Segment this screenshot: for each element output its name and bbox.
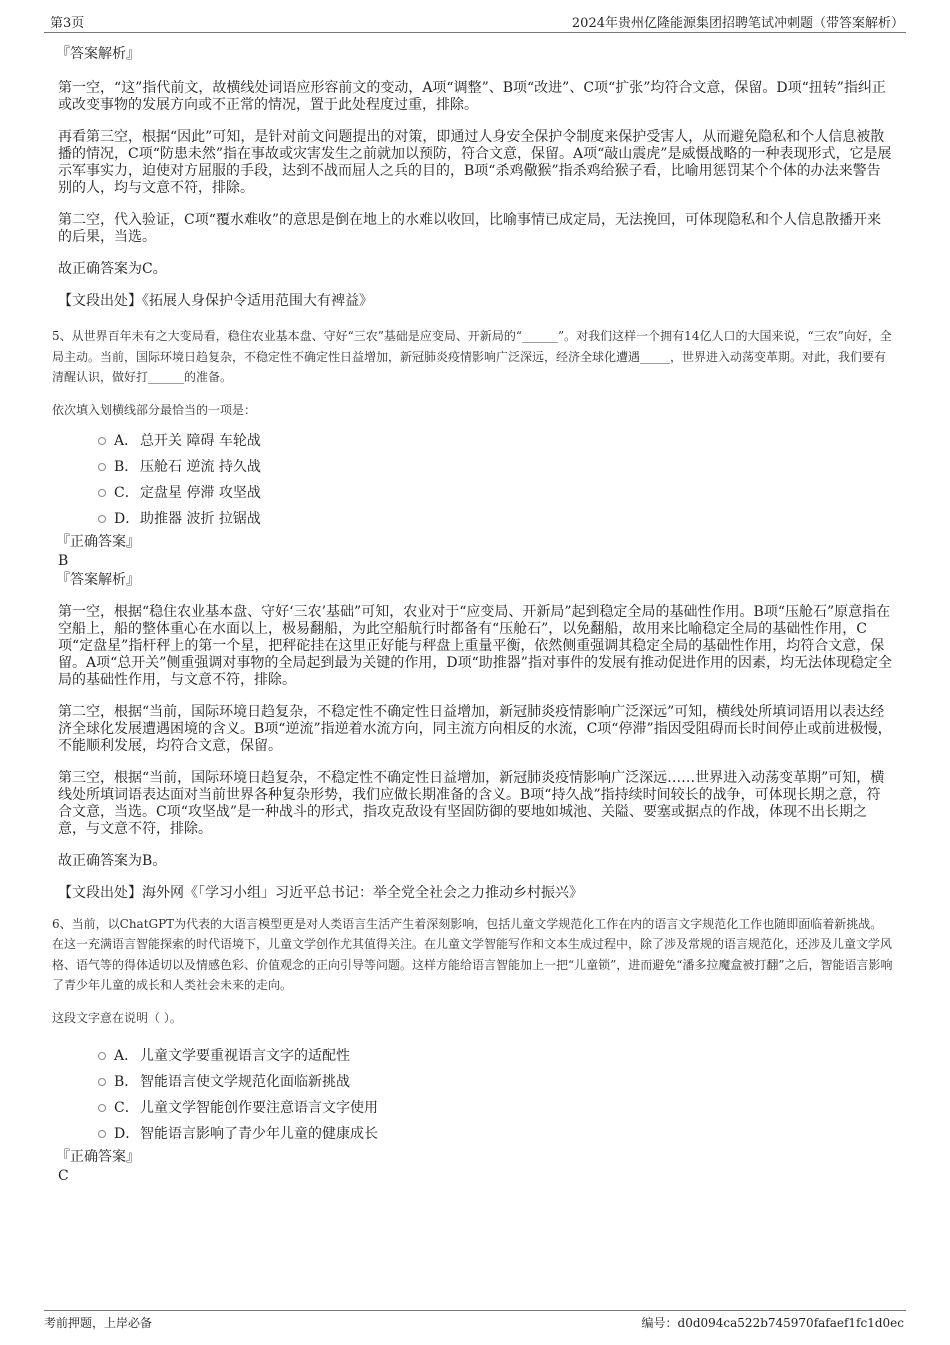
q6-option-d[interactable]	[58, 1121, 894, 1147]
q6-answer: C	[58, 1167, 69, 1184]
header-divider	[44, 32, 906, 33]
radio-icon[interactable]	[98, 463, 106, 471]
option-letter: C．	[114, 484, 139, 501]
option-letter: B．	[114, 1073, 139, 1090]
q5-text: 5、从世界百年未有之大变局看，稳住农业基本盘、守好“三农”基础是应变局、开新局的“______”。对我们这样一个拥有14亿人口的大国来说，“三农”向好，全局主动。当前，国际环境日趋复杂，不稳定性不确定性日益增加，新冠肺炎疫情影响广泛深远，经济全球化遭遇_____，世界进入动荡变革期。对此，我们要有清醒认识，做好打______的准备。	[52, 329, 892, 384]
q6-prompt: 这段文字意在说明（ ）。	[52, 1010, 182, 1025]
q6-text: 6、当前，以ChatGPT为代表的大语言模型更是对人类语言生活产生着深刻影响，包括儿童文学规范化工作在内的语言文字规范化工作也随即面临着新挑战。在这一充满语言智能探索的时代语境下，儿童文学创作尤其值得关注。在儿童文学智能写作和文本生成过程中，除了涉及常规的语言规范化，还涉及儿童文学风格、语气等的得体适切以及情感色彩、价值观念的正向引导等问题。这样方能给语言智能加上一把“儿童锁”，进而避免“潘多拉魔盒被打翻”之后，智能语言影响了青少年儿童的成长和人类社会未来的走向。	[52, 916, 893, 992]
q5-analysis-p1: 第一空，根据“稳住农业基本盘、守好‘三农’基础”可知，农业对于“应变局、开新局”起到稳定全局的基础性作用。B项“压舱石”原意指在空船上，船的整体重心在水面以上，极易翻船，为此空船航行时都备有“压舱石”，以免翻船，故用来比喻稳定全局的基础性作用，C项“定盘星”指杆秤上的第一个星，把秤砣挂在这里正好能与秤盘上重量平衡，依然侧重强调其稳定全局的基础性作用，均符合文意，保留。A项“总开关”侧重强调对事物的全局起到最为关键的作用，D项“助推器”指对事件的发展有推动促进作用的因素，均无法体现稳定全局的基础性作用，与文意不符，排除。	[58, 603, 892, 688]
q5-option-c[interactable]	[58, 480, 894, 506]
q5-analysis-p4: 故正确答案为B。	[58, 852, 167, 869]
q4-analysis-p1: 第一空，“这”指代前文，故横线处词语应形容前文的变动，A项“调整”、B项“改进”、C项“扩张”均符合文意，保留。D项“扭转”指纠正或改变事物的发展方向或不正常的情况，置于此处程度过重，排除。	[58, 80, 886, 113]
q4-analysis-p3: 第二空，代入验证，C项“覆水难收”的意思是倒在地上的水难以收回，比喻事情已成定局，无法挽回，可体现隐私和个人信息散播开来的后果，当选。	[58, 212, 882, 245]
radio-icon[interactable]	[98, 515, 106, 523]
q5-answer: B	[58, 552, 69, 569]
footer-slogan: 考前押题，上岸必备	[44, 1316, 153, 1330]
option-text: 儿童文学智能创作要注意语言文字使用	[140, 1099, 378, 1116]
option-letter: B．	[114, 458, 139, 475]
option-text: 智能语言影响了青少年儿童的健康成长	[140, 1125, 378, 1142]
radio-icon[interactable]	[98, 1104, 106, 1112]
page-header	[0, 0, 950, 34]
option-letter: A．	[114, 432, 139, 449]
radio-icon[interactable]	[98, 1052, 106, 1060]
radio-icon[interactable]	[98, 1130, 106, 1138]
q5-option-b[interactable]	[58, 454, 894, 480]
option-text: 儿童文学要重视语言文字的适配性	[140, 1047, 350, 1064]
option-text: 压舱石 逆流 持久战	[140, 458, 261, 475]
footer-divider	[44, 1310, 906, 1311]
q5-analysis-p2: 第二空，根据“当前，国际环境日趋复杂，不稳定性不确定性日益增加，新冠肺炎疫情影响广泛深远”可知，横线处所填词语用以表达经济全球化发展遭遇困境的含义。B项“逆流”指逆着水流方向，同主流方向相反的水流，C项“停滞”指因受阻碍而长时间停止或前进极慢，不能顺利发展，均符合文意，保留。	[58, 703, 892, 754]
q4-source: 【文段出处】《拓展人身保护令适用范围大有裨益》	[58, 293, 373, 309]
q5-option-d[interactable]	[58, 506, 894, 532]
q6-options	[58, 1043, 894, 1147]
option-letter: D．	[114, 510, 140, 527]
option-text: 智能语言使文学规范化面临新挑战	[140, 1073, 350, 1090]
q4-analysis-title: 『答案解析』	[56, 46, 140, 62]
radio-icon[interactable]	[98, 1078, 106, 1086]
q4-analysis-p2: 再看第三空，根据“因此”可知，是针对前文问题提出的对策，即通过人身安全保护令制度来保护受害人，从而避免隐私和个人信息被散播的情况，C项“防患未然”指在事故或灾害发生之前就加以预防，符合文意，保留。A项“敲山震虎”是威慑战略的一种表现形式，它是展示军事实力，迫使对方屈服的手段，达到不战而屈人之兵的目的，B项“杀鸡儆猴”指杀鸡给猴子看，比喻用惩罚某个个体的办法来警告别的人，均与文意不符，排除。	[58, 129, 892, 196]
q6-option-b[interactable]	[58, 1069, 894, 1095]
option-text: 定盘星 停滞 攻坚战	[140, 484, 261, 501]
q4-analysis-p4: 故正确答案为C。	[58, 261, 167, 277]
q5-source: 【文段出处】海外网《「学习小组」习近平总书记：举全党全社会之力推动乡村振兴》	[58, 884, 583, 901]
q5-correct-title: 『正确答案』	[56, 533, 140, 550]
q5-prompt: 依次填入划横线部分最恰当的一项是：	[52, 402, 257, 417]
option-letter: A．	[114, 1047, 139, 1064]
q5-options	[58, 428, 894, 532]
option-letter: D．	[114, 1125, 140, 1142]
document-title: 2024年贵州亿隆能源集团招聘笔试冲刺题（带答案解析）	[571, 16, 904, 31]
q5-analysis-title: 『答案解析』	[56, 571, 140, 588]
radio-icon[interactable]	[98, 437, 106, 445]
q5-analysis-p3: 第三空，根据“当前，国际环境日趋复杂，不稳定性不确定性日益增加，新冠肺炎疫情影响广泛深远……世界进入动荡变革期”可知，横线处所填词语表达面对当前世界各种复杂形势，我们应做长期准备的含义。B项“持久战”指持续时间较长的战争，可体现长期之意，符合文意，当选。C项“攻坚战”是一种战斗的形式，指攻克敌设有坚固防御的要地如城池、关隘、要塞或据点的作战，体现不出长期之意，与文意不符，排除。	[58, 769, 885, 837]
q6-option-a[interactable]	[58, 1043, 894, 1069]
page-number: 第3页	[50, 16, 85, 31]
document-id: 编号：d0d094ca522b745970fafaef1fc1d0ec	[641, 1316, 904, 1330]
option-text: 助推器 波折 拉锯战	[140, 510, 261, 527]
option-text: 总开关 障碍 车轮战	[140, 432, 261, 449]
q5-option-a[interactable]	[58, 428, 894, 454]
q6-option-c[interactable]	[58, 1095, 894, 1121]
radio-icon[interactable]	[98, 489, 106, 497]
option-letter: C．	[114, 1099, 139, 1116]
q6-correct-title: 『正确答案』	[56, 1148, 140, 1165]
main-content	[52, 46, 894, 1185]
